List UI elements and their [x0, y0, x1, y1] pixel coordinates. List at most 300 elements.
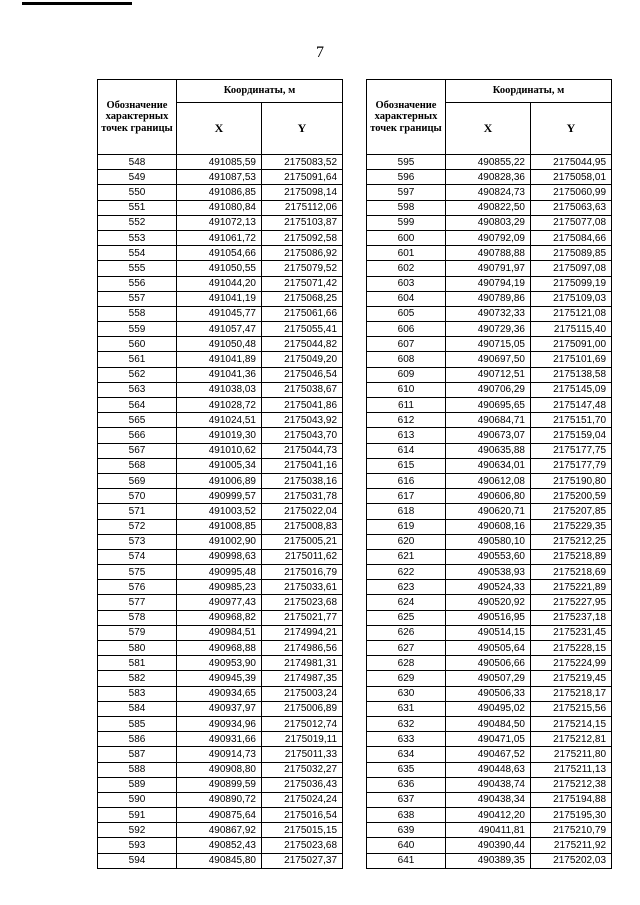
point-number: 569: [98, 473, 177, 488]
y-coordinate: 2175061,66: [262, 306, 343, 321]
x-coordinate: 490438,34: [446, 792, 531, 807]
table-row: [367, 641, 612, 656]
point-number: 600: [367, 230, 446, 245]
y-coordinate: 2175237,18: [531, 610, 612, 625]
x-coordinate: 490612,08: [446, 473, 531, 488]
y-coordinate: 2175177,79: [531, 458, 612, 473]
y-coordinate: 2175046,54: [262, 367, 343, 382]
point-number: 559: [98, 322, 177, 337]
designation-header: Обозначение характерных точек границы: [98, 80, 177, 155]
point-number: 587: [98, 747, 177, 762]
y-coordinate: 2175231,45: [531, 625, 612, 640]
x-coordinate: 491045,77: [177, 306, 262, 321]
table-row: [98, 261, 343, 276]
page-number: 7: [316, 44, 324, 61]
y-coordinate: 2175221,89: [531, 580, 612, 595]
y-coordinate: 2175043,70: [262, 428, 343, 443]
y-coordinate: 2175031,78: [262, 489, 343, 504]
point-number: 596: [367, 170, 446, 185]
x-coordinate: 490390,44: [446, 838, 531, 853]
table-row: [98, 276, 343, 291]
x-coordinate: 490538,93: [446, 565, 531, 580]
point-number: 591: [98, 808, 177, 823]
y-coordinate: 2175159,04: [531, 428, 612, 443]
table-row: [98, 337, 343, 352]
table-row: [367, 246, 612, 261]
table-row: [367, 656, 612, 671]
y-coordinate: 2175038,67: [262, 382, 343, 397]
point-number: 633: [367, 732, 446, 747]
y-coordinate: 2175086,92: [262, 246, 343, 261]
point-number: 558: [98, 306, 177, 321]
y-coordinate: 2175224,99: [531, 656, 612, 671]
x-coordinate: 490507,29: [446, 671, 531, 686]
x-coordinate: 490620,71: [446, 504, 531, 519]
y-coordinate: 2175043,92: [262, 413, 343, 428]
point-number: 564: [98, 398, 177, 413]
x-coordinate: 491028,72: [177, 398, 262, 413]
point-number: 631: [367, 701, 446, 716]
table-row: [367, 352, 612, 367]
point-number: 577: [98, 595, 177, 610]
point-number: 581: [98, 656, 177, 671]
x-coordinate: 490794,19: [446, 276, 531, 291]
table-row: [367, 686, 612, 701]
table-row: [367, 504, 612, 519]
x-coordinate: 491041,89: [177, 352, 262, 367]
x-coordinate: 490438,74: [446, 777, 531, 792]
point-number: 598: [367, 200, 446, 215]
table-row: [98, 580, 343, 595]
y-coordinate: 2175011,33: [262, 747, 343, 762]
point-number: 578: [98, 610, 177, 625]
x-coordinate: 490999,57: [177, 489, 262, 504]
coordinates-header: Координаты, м: [446, 80, 612, 103]
point-number: 597: [367, 185, 446, 200]
y-coordinate: 2175084,66: [531, 230, 612, 245]
y-coordinate: 2175210,79: [531, 823, 612, 838]
point-number: 570: [98, 489, 177, 504]
y-coordinate: 2175092,58: [262, 230, 343, 245]
point-number: 602: [367, 261, 446, 276]
point-number: 550: [98, 185, 177, 200]
y-coordinate: 2175227,95: [531, 595, 612, 610]
table-row: [98, 701, 343, 716]
x-coordinate: 490506,66: [446, 656, 531, 671]
x-coordinate: 490945,39: [177, 671, 262, 686]
x-coordinate: 491005,34: [177, 458, 262, 473]
coordinates-table-right: [366, 79, 612, 869]
table-row: [98, 747, 343, 762]
x-coordinate: 491085,59: [177, 155, 262, 170]
y-coordinate: 2175109,03: [531, 291, 612, 306]
x-coordinate: 490789,86: [446, 291, 531, 306]
table-row: [98, 534, 343, 549]
x-header: X: [446, 103, 531, 155]
y-coordinate: 2175041,86: [262, 398, 343, 413]
point-number: 611: [367, 398, 446, 413]
x-coordinate: 491003,52: [177, 504, 262, 519]
y-coordinate: 2175021,77: [262, 610, 343, 625]
table-row: [367, 519, 612, 534]
x-coordinate: 490634,01: [446, 458, 531, 473]
y-coordinate: 2175218,89: [531, 549, 612, 564]
table-row: [367, 747, 612, 762]
point-number: 629: [367, 671, 446, 686]
point-number: 588: [98, 762, 177, 777]
point-number: 592: [98, 823, 177, 838]
point-number: 621: [367, 549, 446, 564]
table-row: [98, 489, 343, 504]
y-coordinate: 2175211,13: [531, 762, 612, 777]
point-number: 619: [367, 519, 446, 534]
y-coordinate: 2175011,62: [262, 549, 343, 564]
point-number: 639: [367, 823, 446, 838]
point-number: 594: [98, 853, 177, 868]
y-coordinate: 2175194,88: [531, 792, 612, 807]
point-number: 548: [98, 155, 177, 170]
point-number: 632: [367, 716, 446, 731]
x-coordinate: 490788,88: [446, 246, 531, 261]
point-number: 562: [98, 367, 177, 382]
y-coordinate: 2175024,24: [262, 792, 343, 807]
point-number: 560: [98, 337, 177, 352]
y-coordinate: 2175099,19: [531, 276, 612, 291]
x-coordinate: 490890,72: [177, 792, 262, 807]
x-coordinate: 490608,16: [446, 519, 531, 534]
x-coordinate: 490822,50: [446, 200, 531, 215]
point-number: 563: [98, 382, 177, 397]
point-number: 623: [367, 580, 446, 595]
point-number: 593: [98, 838, 177, 853]
x-coordinate: 490695,65: [446, 398, 531, 413]
x-coordinate: 490914,73: [177, 747, 262, 762]
table-row: [98, 732, 343, 747]
x-coordinate: 491086,85: [177, 185, 262, 200]
x-coordinate: 491087,53: [177, 170, 262, 185]
y-coordinate: 2175200,59: [531, 489, 612, 504]
table-row: [98, 428, 343, 443]
point-number: 605: [367, 306, 446, 321]
x-coordinate: 490803,29: [446, 215, 531, 230]
y-coordinate: 2175068,25: [262, 291, 343, 306]
y-coordinate: 2175079,52: [262, 261, 343, 276]
table-row: [367, 322, 612, 337]
y-header: Y: [262, 103, 343, 155]
point-number: 622: [367, 565, 446, 580]
x-coordinate: 490553,60: [446, 549, 531, 564]
point-number: 554: [98, 246, 177, 261]
point-number: 640: [367, 838, 446, 853]
table-row: [98, 246, 343, 261]
y-coordinate: 2175005,21: [262, 534, 343, 549]
y-coordinate: 2175038,16: [262, 473, 343, 488]
table-row: [367, 261, 612, 276]
y-coordinate: 2175016,79: [262, 565, 343, 580]
x-coordinate: 490984,51: [177, 625, 262, 640]
point-number: 607: [367, 337, 446, 352]
y-coordinate: 2175211,92: [531, 838, 612, 853]
x-coordinate: 490712,51: [446, 367, 531, 382]
point-number: 579: [98, 625, 177, 640]
table-row: [98, 473, 343, 488]
point-number: 589: [98, 777, 177, 792]
y-coordinate: 2175063,63: [531, 200, 612, 215]
point-number: 575: [98, 565, 177, 580]
x-coordinate: 490908,80: [177, 762, 262, 777]
table-row: [98, 458, 343, 473]
x-coordinate: 491057,47: [177, 322, 262, 337]
table-row: [98, 443, 343, 458]
x-coordinate: 490506,33: [446, 686, 531, 701]
designation-header: Обозначение характерных точек границы: [367, 80, 446, 155]
x-coordinate: 491061,72: [177, 230, 262, 245]
table-row: [367, 792, 612, 807]
coordinates-table-left: [97, 79, 343, 869]
y-coordinate: 2175019,11: [262, 732, 343, 747]
y-coordinate: 2175202,03: [531, 853, 612, 868]
y-coordinate: 2175214,15: [531, 716, 612, 731]
y-header: Y: [531, 103, 612, 155]
x-coordinate: 490706,29: [446, 382, 531, 397]
y-coordinate: 2175112,06: [262, 200, 343, 215]
coordinates-header: Координаты, м: [177, 80, 343, 103]
x-coordinate: 490467,52: [446, 747, 531, 762]
point-number: 625: [367, 610, 446, 625]
x-coordinate: 491002,90: [177, 534, 262, 549]
point-number: 636: [367, 777, 446, 792]
point-number: 566: [98, 428, 177, 443]
table-row: [98, 641, 343, 656]
point-number: 641: [367, 853, 446, 868]
table-row: [98, 185, 343, 200]
table-row: [98, 792, 343, 807]
y-coordinate: 2175151,70: [531, 413, 612, 428]
point-number: 572: [98, 519, 177, 534]
table-row: [98, 382, 343, 397]
x-coordinate: 490580,10: [446, 534, 531, 549]
x-coordinate: 490845,80: [177, 853, 262, 868]
table-row: [98, 413, 343, 428]
point-number: 556: [98, 276, 177, 291]
point-number: 567: [98, 443, 177, 458]
y-coordinate: 2175091,64: [262, 170, 343, 185]
table-row: [98, 367, 343, 382]
y-coordinate: 2175097,08: [531, 261, 612, 276]
y-coordinate: 2175049,20: [262, 352, 343, 367]
x-coordinate: 491010,62: [177, 443, 262, 458]
y-coordinate: 2175218,17: [531, 686, 612, 701]
table-row: [367, 716, 612, 731]
x-coordinate: 491044,20: [177, 276, 262, 291]
y-coordinate: 2175145,09: [531, 382, 612, 397]
table-row: [367, 200, 612, 215]
y-coordinate: 2174987,35: [262, 671, 343, 686]
point-number: 638: [367, 808, 446, 823]
y-coordinate: 2175190,80: [531, 473, 612, 488]
table-row: [367, 534, 612, 549]
x-coordinate: 490985,23: [177, 580, 262, 595]
point-number: 624: [367, 595, 446, 610]
table-row: [367, 671, 612, 686]
x-coordinate: 490471,05: [446, 732, 531, 747]
x-coordinate: 490411,81: [446, 823, 531, 838]
x-coordinate: 490828,36: [446, 170, 531, 185]
table-row: [367, 458, 612, 473]
table-row: [98, 504, 343, 519]
y-coordinate: 2175215,56: [531, 701, 612, 716]
point-number: 613: [367, 428, 446, 443]
point-number: 603: [367, 276, 446, 291]
table-row: [98, 838, 343, 853]
x-coordinate: 490791,97: [446, 261, 531, 276]
y-coordinate: 2175212,25: [531, 534, 612, 549]
x-coordinate: 490968,88: [177, 641, 262, 656]
table-row: [367, 155, 612, 170]
point-number: 552: [98, 215, 177, 230]
x-coordinate: 491080,84: [177, 200, 262, 215]
x-coordinate: 490389,35: [446, 853, 531, 868]
table-row: [367, 413, 612, 428]
table-row: [98, 808, 343, 823]
point-number: 620: [367, 534, 446, 549]
table-row: [367, 565, 612, 580]
x-coordinate: 490495,02: [446, 701, 531, 716]
x-coordinate: 490412,20: [446, 808, 531, 823]
table-row: [98, 777, 343, 792]
x-coordinate: 490867,92: [177, 823, 262, 838]
table-row: [98, 291, 343, 306]
y-coordinate: 2175101,69: [531, 352, 612, 367]
x-coordinate: 491054,66: [177, 246, 262, 261]
table-row: [367, 580, 612, 595]
y-coordinate: 2175006,89: [262, 701, 343, 716]
x-coordinate: 490875,64: [177, 808, 262, 823]
table-row: [98, 200, 343, 215]
x-coordinate: 490792,09: [446, 230, 531, 245]
x-coordinate: 491041,36: [177, 367, 262, 382]
x-coordinate: 490505,64: [446, 641, 531, 656]
point-number: 586: [98, 732, 177, 747]
table-row: [367, 489, 612, 504]
x-coordinate: 490732,33: [446, 306, 531, 321]
x-coordinate: 490606,80: [446, 489, 531, 504]
x-coordinate: 491006,89: [177, 473, 262, 488]
table-row: [367, 276, 612, 291]
x-header: X: [177, 103, 262, 155]
table-row: [98, 762, 343, 777]
x-coordinate: 490635,88: [446, 443, 531, 458]
x-coordinate: 490934,96: [177, 716, 262, 731]
point-number: 618: [367, 504, 446, 519]
y-coordinate: 2175091,00: [531, 337, 612, 352]
table-row: [98, 170, 343, 185]
y-coordinate: 2175033,61: [262, 580, 343, 595]
table-row: [367, 808, 612, 823]
y-coordinate: 2175044,73: [262, 443, 343, 458]
table-row: [98, 215, 343, 230]
y-coordinate: 2175003,24: [262, 686, 343, 701]
y-coordinate: 2175044,82: [262, 337, 343, 352]
point-number: 571: [98, 504, 177, 519]
table-row: [367, 185, 612, 200]
y-coordinate: 2175147,48: [531, 398, 612, 413]
x-coordinate: 490931,66: [177, 732, 262, 747]
point-number: 576: [98, 580, 177, 595]
point-number: 604: [367, 291, 446, 306]
x-coordinate: 490524,33: [446, 580, 531, 595]
table-row: [367, 762, 612, 777]
y-coordinate: 2174986,56: [262, 641, 343, 656]
y-coordinate: 2175055,41: [262, 322, 343, 337]
point-number: 637: [367, 792, 446, 807]
table-row: [98, 519, 343, 534]
y-coordinate: 2175023,68: [262, 595, 343, 610]
x-coordinate: 490953,90: [177, 656, 262, 671]
table-row: [98, 549, 343, 564]
y-coordinate: 2175032,27: [262, 762, 343, 777]
point-number: 555: [98, 261, 177, 276]
point-number: 599: [367, 215, 446, 230]
x-coordinate: 490514,15: [446, 625, 531, 640]
x-coordinate: 491072,13: [177, 215, 262, 230]
point-number: 615: [367, 458, 446, 473]
point-number: 634: [367, 747, 446, 762]
x-coordinate: 491024,51: [177, 413, 262, 428]
y-coordinate: 2175121,08: [531, 306, 612, 321]
x-coordinate: 490977,43: [177, 595, 262, 610]
x-coordinate: 490855,22: [446, 155, 531, 170]
point-number: 549: [98, 170, 177, 185]
y-coordinate: 2175023,68: [262, 838, 343, 853]
point-number: 612: [367, 413, 446, 428]
point-number: 565: [98, 413, 177, 428]
y-coordinate: 2175022,04: [262, 504, 343, 519]
y-coordinate: 2175212,38: [531, 777, 612, 792]
point-number: 551: [98, 200, 177, 215]
x-coordinate: 490715,05: [446, 337, 531, 352]
y-coordinate: 2175083,52: [262, 155, 343, 170]
x-coordinate: 490968,82: [177, 610, 262, 625]
point-number: 557: [98, 291, 177, 306]
table-row: [367, 838, 612, 853]
point-number: 608: [367, 352, 446, 367]
table-row: [98, 610, 343, 625]
point-number: 553: [98, 230, 177, 245]
table-row: [98, 230, 343, 245]
table-row: [98, 565, 343, 580]
table-row: [98, 306, 343, 321]
y-coordinate: 2175229,35: [531, 519, 612, 534]
x-coordinate: 490448,63: [446, 762, 531, 777]
point-number: 582: [98, 671, 177, 686]
point-number: 584: [98, 701, 177, 716]
y-coordinate: 2175211,80: [531, 747, 612, 762]
point-number: 626: [367, 625, 446, 640]
table-row: [367, 291, 612, 306]
x-coordinate: 491008,85: [177, 519, 262, 534]
x-coordinate: 490516,95: [446, 610, 531, 625]
table-row: [367, 549, 612, 564]
x-coordinate: 490934,65: [177, 686, 262, 701]
y-coordinate: 2175138,58: [531, 367, 612, 382]
x-coordinate: 491038,03: [177, 382, 262, 397]
point-number: 573: [98, 534, 177, 549]
table-row: [367, 306, 612, 321]
point-number: 616: [367, 473, 446, 488]
x-coordinate: 490899,59: [177, 777, 262, 792]
point-number: 574: [98, 549, 177, 564]
